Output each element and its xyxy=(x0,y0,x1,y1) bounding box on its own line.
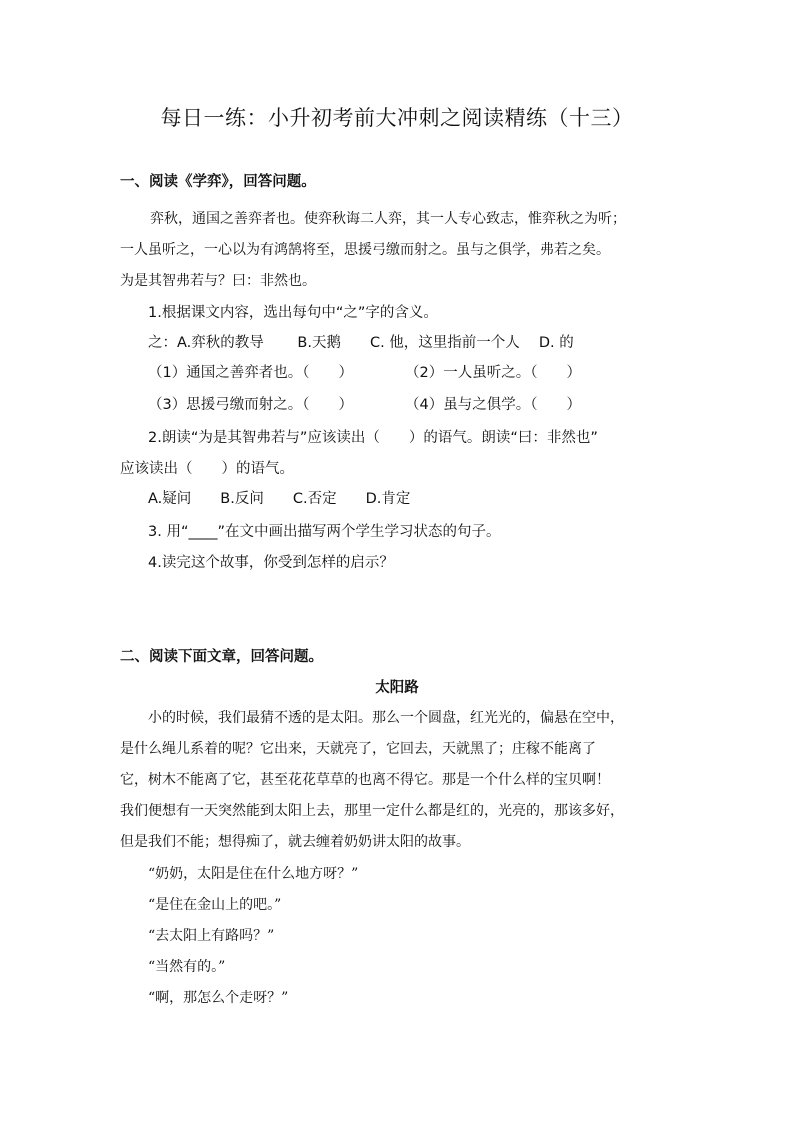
article-paragraph-line-2: 是什么绳儿系着的呢？它出来，天就亮了，它回去，天就黑了；庄稼不能离了 xyxy=(120,741,596,757)
section1-heading: 一、阅读《学弈》，回答问题。 xyxy=(120,174,316,190)
question-1-item-2: （2）一人虽听之。（ ） xyxy=(405,365,581,381)
article-paragraph-line-3: 它，树木不能离了它，甚至花花草草的也离不得它。那是一个什么样的宝贝啊！ xyxy=(120,772,610,788)
question-1-item-3: （3）思援弓缴而射之。（ ） xyxy=(148,397,353,413)
article-paragraph-line-4: 我们便想有一天突然能到太阳上去，那里一定什么都是红的，光亮的，那该多好， xyxy=(120,803,624,819)
page-title: 每日一练：小升初考前大冲刺之阅读精练（十三） xyxy=(160,106,634,130)
question-1-item-4: （4）虽与之俱学。（ ） xyxy=(405,397,581,413)
passage-line-3: 为是其智弗若与？曰：非然也。 xyxy=(120,273,316,289)
passage-line-1: 弈秋，通国之善弈者也。使弈秋诲二人弈，其一人专心致志，惟弈秋之为听； xyxy=(150,211,626,227)
question-1: 1.根据课文内容，选出每句中“之”字的含义。 xyxy=(148,305,438,321)
question-1-item-1: （1）通国之善弈者也。（ ） xyxy=(148,365,353,381)
passage-line-2: 一人虽听之，一心以为有鸿鹄将至，思援弓缴而射之。虽与之俱学，弗若之矣。 xyxy=(120,242,610,258)
dialogue-line-5: “啊，那怎么个走呀？” xyxy=(148,990,289,1006)
question-2-line-1: 2.朗读“为是其智弗若与”应该读出（ ）的语气。朗读“曰：非然也” xyxy=(148,430,598,446)
question-1-options: 之：A.弈秋的教导 B.天鹅 C. 他，这里指前一个人 D. 的 xyxy=(148,335,574,351)
question-2-line-2: 应该读出（ ）的语气。 xyxy=(120,461,294,477)
article-paragraph-line-1: 小的时候，我们最猜不透的是太阳。那么一个圆盘，红光光的，偏悬在空中， xyxy=(148,710,624,726)
section2-heading: 二、阅读下面文章，回答问题。 xyxy=(120,649,323,665)
dialogue-line-1: “奶奶，太阳是住在什么地方呀？” xyxy=(148,866,359,882)
article-paragraph-line-5: 但是我们不能；想得痴了，就去缠着奶奶讲太阳的故事。 xyxy=(120,834,470,850)
dialogue-line-4: “当然有的。” xyxy=(148,959,226,975)
article-title: 太阳路 xyxy=(375,680,419,696)
dialogue-line-2: “是住在金山上的吧。” xyxy=(148,897,282,913)
question-4: 4.读完这个故事，你受到怎样的启示？ xyxy=(148,555,394,571)
dialogue-line-3: “去太阳上有路吗？” xyxy=(148,928,275,944)
question-3: 3. 用“____”在文中画出描写两个学生学习状态的句子。 xyxy=(148,524,501,540)
question-2-options: A.疑问 B.反问 C.否定 D.肯定 xyxy=(148,491,411,507)
